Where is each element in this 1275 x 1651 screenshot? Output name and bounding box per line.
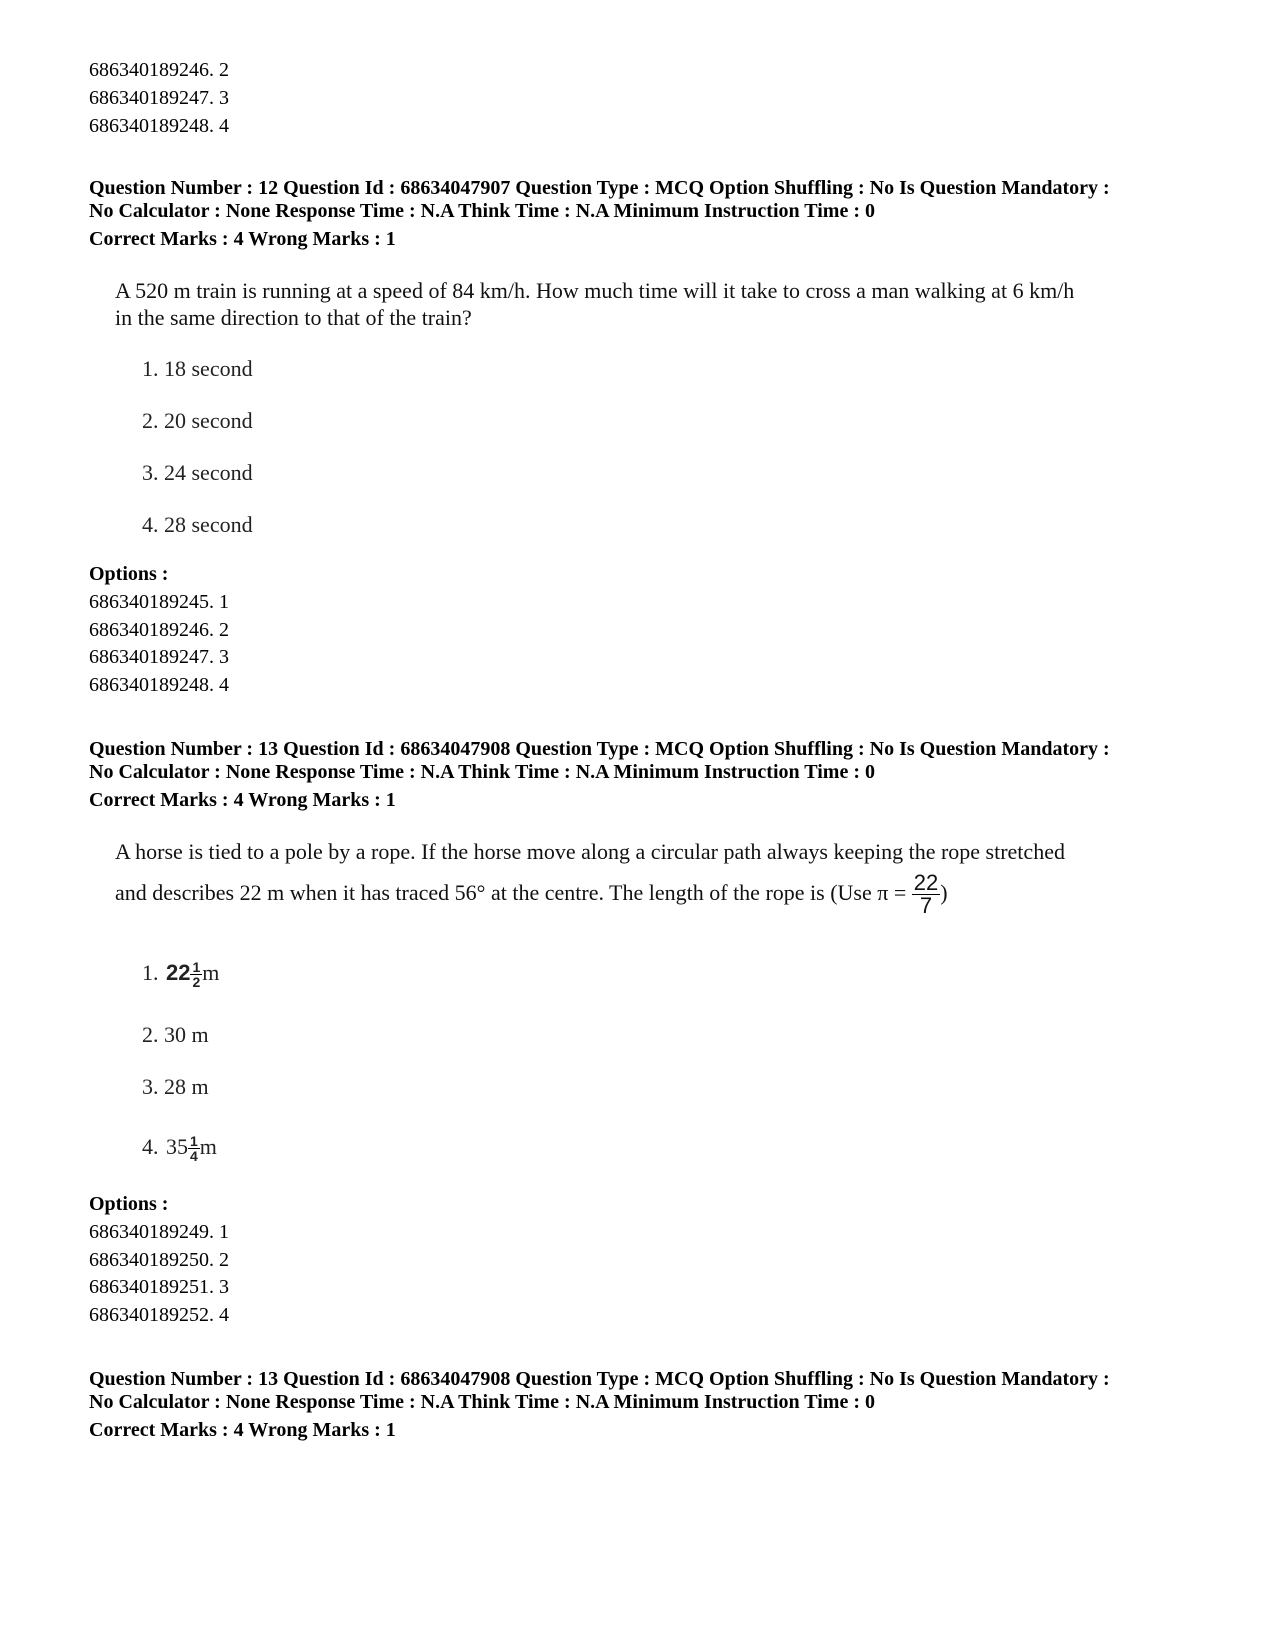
answer-choice-2: 2. 20 second xyxy=(142,408,253,433)
pi-fraction xyxy=(912,872,940,917)
pi-close-paren: ) xyxy=(940,880,948,905)
question-marks: Correct Marks : 4 Wrong Marks : 1 xyxy=(89,1419,396,1441)
answer-choice-3: 3. 28 m xyxy=(142,1074,209,1099)
option-id-line: 686340189246. 2 xyxy=(89,619,229,641)
answer-choice-1 xyxy=(142,953,219,993)
question-meta-line-2: No Calculator : None Response Time : N.A Think Time : N.A Minimum Instruction Time : 0 xyxy=(89,761,875,783)
pi-fraction-denominator: 7 xyxy=(919,893,933,919)
question-text-line-1: A horse is tied to a pole by a rope. If the horse move along a circular path always keeping the rope stretched xyxy=(115,839,1065,864)
question-text-line-1: A 520 m train is running at a speed of 84 km/h. How much time will it take to cross a man walking at 6 km/h xyxy=(115,278,1075,303)
question-text-line-2: in the same direction to that of the train? xyxy=(115,305,472,330)
question-meta-line-2: No Calculator : None Response Time : N.A Think Time : N.A Minimum Instruction Time : 0 xyxy=(89,200,875,222)
options-label: Options : xyxy=(89,563,169,585)
option-id-line: 686340189250. 2 xyxy=(89,1249,229,1271)
mixed-number-fraction xyxy=(188,1134,200,1163)
options-label: Options : xyxy=(89,1193,169,1215)
option-id-line: 686340189246. 2 xyxy=(89,59,229,81)
option-id-line: 686340189248. 4 xyxy=(89,674,229,696)
choice-prefix: 1. xyxy=(142,960,159,985)
fraction-numerator: 1 xyxy=(190,1133,198,1150)
option-id-line: 686340189247. 3 xyxy=(89,87,229,109)
question-meta-line-1: Question Number : 13 Question Id : 68634047908 Question Type : MCQ Option Shuffling : No Is Question Mandatory : xyxy=(89,738,1110,760)
answer-choice-4: 4. 28 second xyxy=(142,512,253,537)
question-text-line-2 xyxy=(115,868,948,918)
option-id-line: 686340189247. 3 xyxy=(89,646,229,668)
question-text-line-2-pre: and describes 22 m when it has traced 56° at the centre. The length of the rope is (Use π = xyxy=(115,880,907,905)
answer-choice-4 xyxy=(142,1127,217,1167)
option-id-line: 686340189248. 4 xyxy=(89,115,229,137)
question-meta-line-2: No Calculator : None Response Time : N.A Think Time : N.A Minimum Instruction Time : 0 xyxy=(89,1391,875,1413)
fraction-denominator: 2 xyxy=(192,974,201,991)
answer-choice-3: 3. 24 second xyxy=(142,460,253,485)
choice-prefix: 4. xyxy=(142,1134,159,1159)
pi-fraction-numerator: 22 xyxy=(913,870,939,896)
option-id-line: 686340189252. 4 xyxy=(89,1304,229,1326)
question-meta-line-1: Question Number : 12 Question Id : 68634047907 Question Type : MCQ Option Shuffling : No Is Question Mandatory : xyxy=(89,177,1110,199)
option-id-line: 686340189245. 1 xyxy=(89,591,229,613)
fraction-numerator: 1 xyxy=(192,959,201,976)
choice-unit: m xyxy=(202,960,220,985)
mixed-number-whole: 22 xyxy=(166,960,191,985)
option-id-line: 686340189249. 1 xyxy=(89,1221,229,1243)
question-meta-line-1: Question Number : 13 Question Id : 68634047908 Question Type : MCQ Option Shuffling : No Is Question Mandatory : xyxy=(89,1368,1110,1390)
option-id-line: 686340189251. 3 xyxy=(89,1276,229,1298)
question-marks: Correct Marks : 4 Wrong Marks : 1 xyxy=(89,228,396,250)
answer-choice-1: 1. 18 second xyxy=(142,356,253,381)
fraction-denominator: 4 xyxy=(190,1148,198,1165)
choice-unit: m xyxy=(199,1134,217,1159)
answer-choice-2: 2. 30 m xyxy=(142,1022,209,1047)
question-marks: Correct Marks : 4 Wrong Marks : 1 xyxy=(89,789,396,811)
mixed-number-fraction xyxy=(190,960,202,989)
mixed-number-whole: 35 xyxy=(166,1134,188,1159)
